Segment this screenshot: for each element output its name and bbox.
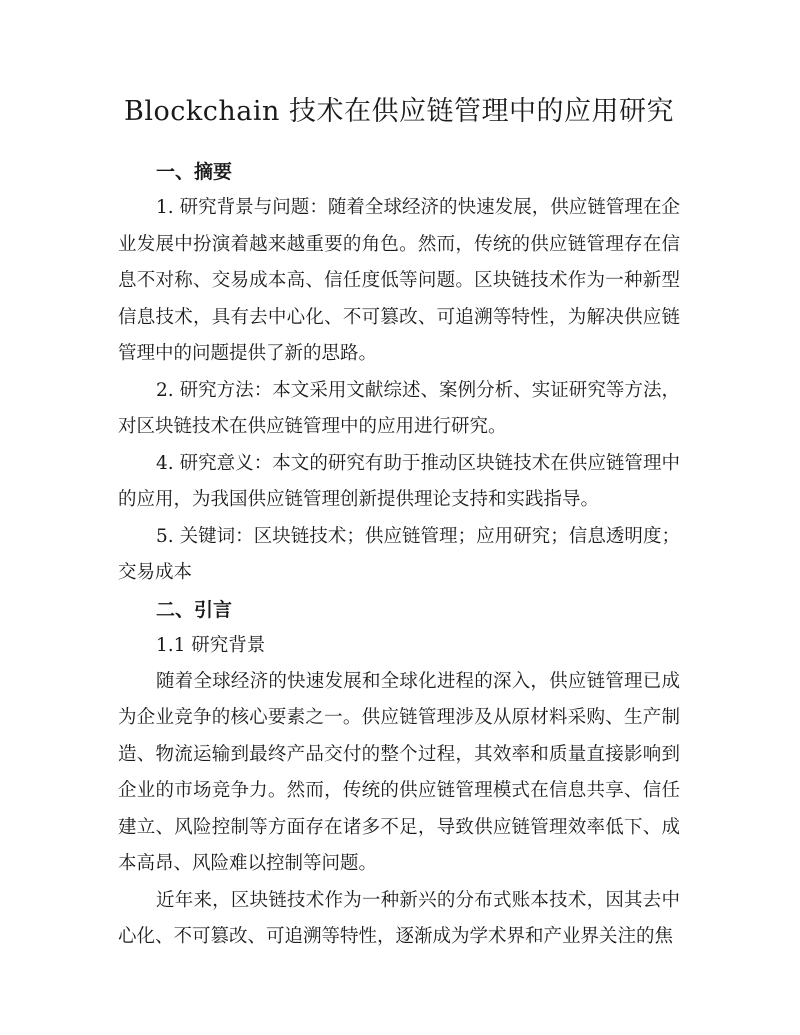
abstract-item-keywords: 5. 关键词：区块链技术；供应链管理；应用研究；信息透明度；交易成本 [118, 525, 680, 583]
abstract-item-method: 2. 研究方法：本文采用文献综述、案例分析、实证研究等方法，对区块链技术在供应链管理中的应用进行研究。 [118, 379, 680, 437]
body-paragraph: 近年来，区块链技术作为一种新兴的分布式账本技术，因其去中心化、不可篡改、可追溯等特性，逐渐成为学术界和产业界关注的焦 [118, 889, 680, 947]
abstract-item-significance: 4. 研究意义：本文的研究有助于推动区块链技术在供应链管理中的应用，为我国供应链管理创新提供理论支持和实践指导。 [118, 452, 680, 510]
body-paragraph: 随着全球经济的快速发展和全球化进程的深入，供应链管理已成为企业竞争的核心要素之一。供应链管理涉及从原材料采购、生产制造、物流运输到最终产品交付的整个过程，其效率和质量直接影响到企业的市场竞争力。然而，传统的供应链管理模式在信息共享、信任建立、风险控制等方面存在诸多不足，导致供应链管理效率低下、成本高昂、风险难以控制等问题。 [118, 670, 680, 874]
subsection-heading-background: 1.1 研究背景 [156, 634, 266, 656]
abstract-item-background: 1. 研究背景与问题：随着全球经济的快速发展，供应链管理在企业发展中扮演着越来越重要的角色。然而，传统的供应链管理存在信息不对称、交易成本高、信任度低等问题。区块链技术作为一种新型信息技术，具有去中心化、不可篡改、可追溯等特性，为解决供应链管理中的问题提供了新的思路。 [118, 197, 680, 364]
section-heading-introduction: 二、引言 [156, 598, 233, 621]
section-heading-abstract: 一、摘要 [156, 161, 233, 183]
document-title: Blockchain 技术在供应链管理中的应用研究 [124, 96, 674, 127]
